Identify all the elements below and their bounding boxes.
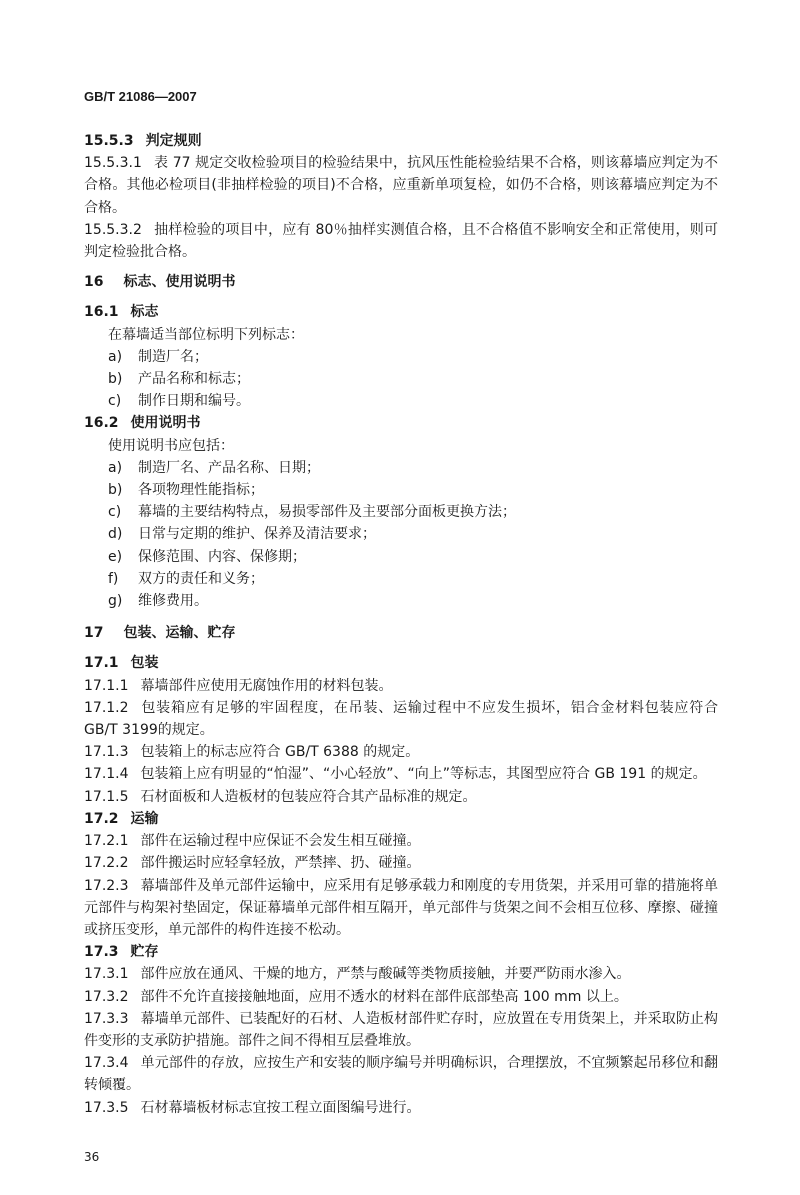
section-number: 17 (84, 625, 104, 642)
clause-text: 石材面板和人造板材的包装应符合其产品标准的规定。 (140, 788, 477, 805)
section-16 (84, 271, 718, 293)
clause (84, 1097, 718, 1119)
list-marker: a) (108, 459, 123, 476)
clause (84, 830, 718, 852)
section-16-1 (84, 301, 718, 412)
section-17-body (84, 652, 718, 1118)
clause-text: 部件应放在通风、干燥的地方，严禁与酸碱等类物质接触，并要严防雨水渗入。 (140, 966, 631, 983)
list-marker: g) (108, 593, 123, 610)
clause-text: 包装箱应有足够的牢固程度，在吊装、运输过程中不应发生损坏，铝合金材料包装应符合 GB/T 3199的规定。 (84, 699, 718, 739)
list-marker: a) (108, 348, 123, 365)
section-heading (84, 271, 718, 293)
clause-text: 幕墙单元部件、已装配好的石材、人造板材部件贮存时，应放置在专用货架上，并采取防止构件变形的支承防护措施。部件之间不得相互层叠堆放。 (84, 1010, 718, 1049)
list-marker: f) (108, 570, 119, 587)
clause-text: 表 77 规定交收检验项目的检验结果中，抗风压性能检验结果不合格，则该幕墙应判定为不合格。其他必检项目(非抽样检验的项目)不合格，应重新单项复检，如仍不合格，则该幕墙应判定为不合格。 (84, 155, 718, 216)
clause (84, 875, 718, 942)
section-title: 包装 (130, 655, 159, 672)
section-title: 判定规则 (145, 133, 202, 149)
clause (84, 697, 718, 741)
clause-text: 部件搬运时应轻拿轻放，严禁摔、扔、碰撞。 (140, 855, 421, 872)
clause-number: 17.2.2 (84, 855, 129, 872)
clause-number: 17.2.3 (84, 877, 129, 894)
clause (84, 963, 718, 985)
section-number: 17.3 (84, 944, 119, 961)
list-marker: e) (108, 548, 123, 565)
clause (84, 1008, 718, 1052)
clause-number: 17.3.5 (84, 1099, 129, 1116)
list-marker: c) (108, 393, 122, 410)
intro-text: 使用说明书应包括： (108, 437, 234, 454)
clause (84, 786, 718, 808)
clause-text: 抽样检验的项目中，应有 80％抽样实测值合格，且不合格值不影响安全和正常使用，则可判定检验批合格。 (84, 221, 718, 261)
section-heading (84, 130, 718, 152)
section-title: 标志 (130, 304, 159, 321)
subsection-heading (84, 301, 718, 323)
clause-number: 17.2.1 (84, 833, 129, 850)
section-17-1 (84, 652, 718, 807)
list-marker: b) (108, 371, 123, 388)
subsection-heading (84, 941, 718, 963)
list-item (84, 501, 718, 523)
section-number: 16.2 (84, 415, 119, 432)
intro-text: 在幕墙适当部位标明下列标志： (108, 326, 304, 343)
section-number: 17.2 (84, 810, 119, 827)
list-item (84, 346, 718, 368)
list-item (84, 590, 718, 612)
list-text: 幕墙的主要结构特点，易损零部件及主要部分面板更换方法； (138, 504, 516, 521)
clause (84, 852, 718, 874)
list-item (84, 546, 718, 568)
list-marker: c) (108, 504, 122, 521)
subsection-heading (84, 652, 718, 674)
clause (84, 741, 718, 763)
list-item (84, 390, 718, 412)
clause-number: 15.5.3.2 (84, 221, 142, 238)
section-number: 16.1 (84, 304, 119, 321)
section-15-5-3 (84, 130, 718, 263)
section-17-2 (84, 808, 718, 941)
clause-number: 15.5.3.1 (84, 155, 142, 172)
clause-number: 17.3.3 (84, 1010, 129, 1027)
section-16-2 (84, 412, 718, 612)
section-17-3 (84, 941, 718, 1119)
clause-number: 17.1.4 (84, 766, 129, 783)
list-text: 双方的责任和义务； (138, 570, 264, 587)
list-text: 制造厂名； (138, 348, 208, 365)
list-marker: d) (108, 526, 123, 543)
section-title: 标志、使用说明书 (123, 274, 236, 291)
clause-text: 包装箱上应有明显的“怕湿”、“小心轻放”、“向上”等标志，其图型应符合 GB 191 的规定。 (140, 766, 707, 783)
page-number: 36 (84, 1149, 100, 1164)
list-item (84, 568, 718, 590)
clause-number: 17.1.5 (84, 788, 129, 805)
clause (84, 1052, 718, 1096)
clause-number: 17.1.1 (84, 677, 129, 694)
section-heading (84, 622, 718, 644)
clause-number: 17.3.4 (84, 1055, 129, 1072)
clause-text: 石材幕墙板材标志宜按工程立面图编号进行。 (140, 1099, 421, 1116)
clause (84, 675, 718, 697)
section-title: 运输 (130, 810, 159, 827)
list-item (84, 368, 718, 390)
clause-text: 幕墙部件应使用无腐蚀作用的材料包装。 (140, 677, 393, 694)
list-text: 维修费用。 (138, 593, 208, 610)
section-title: 使用说明书 (130, 415, 201, 432)
list-text: 保修范围、内容、保修期； (138, 548, 306, 565)
list-item (84, 457, 718, 479)
list-text: 制作日期和编号。 (138, 393, 250, 410)
marking-list (84, 346, 718, 413)
list-item (84, 479, 718, 501)
subsection-heading (84, 808, 718, 830)
clause (84, 986, 718, 1008)
section-number: 16 (84, 274, 104, 291)
clause-text: 部件不允许直接接触地面，应用不透水的材料在部件底部垫高 100 mm 以上。 (140, 988, 628, 1005)
clause-text: 包装箱上的标志应符合 GB/T 6388 的规定。 (140, 744, 420, 761)
document-code-header: GB/T 21086—2007 (84, 89, 197, 104)
clause-number: 17.3.1 (84, 966, 129, 983)
clause-15-5-3-2 (84, 219, 718, 263)
list-text: 产品名称和标志； (138, 371, 250, 388)
list-text: 制造厂名、产品名称、日期； (138, 459, 320, 476)
section-title: 贮存 (130, 944, 159, 961)
clause-number: 17.3.2 (84, 988, 129, 1005)
subsection-heading (84, 412, 718, 434)
clause (84, 763, 718, 785)
list-marker: b) (108, 482, 123, 499)
clause-text: 幕墙部件及单元部件运输中，应采用有足够承载力和刚度的专用货架，并采用可靠的措施将单元部件与构架衬垫固定，保证幕墙单元部件相互隔开，单元部件与货架之间不会相互位移、摩擦、碰撞或挤压变形，单元部件的构件连接不松动。 (84, 877, 718, 938)
clause-text: 单元部件的存放，应按生产和安装的顺序编号并明确标识，合理摆放，不宜频繁起吊移位和翻转倾覆。 (84, 1055, 718, 1094)
section-number: 15.5.3 (84, 133, 134, 149)
section-number: 17.1 (84, 655, 119, 672)
manual-contents-list (84, 457, 718, 612)
clause-number: 17.1.2 (84, 699, 129, 716)
list-text: 日常与定期的维护、保养及清洁要求； (138, 526, 376, 543)
clause-15-5-3-1 (84, 152, 718, 219)
clause-text: 部件在运输过程中应保证不会发生相互碰撞。 (140, 833, 421, 850)
section-title: 包装、运输、贮存 (123, 625, 236, 642)
list-text: 各项物理性能指标； (138, 482, 264, 499)
list-item (84, 523, 718, 545)
clause-number: 17.1.3 (84, 744, 129, 761)
section-17 (84, 622, 718, 644)
